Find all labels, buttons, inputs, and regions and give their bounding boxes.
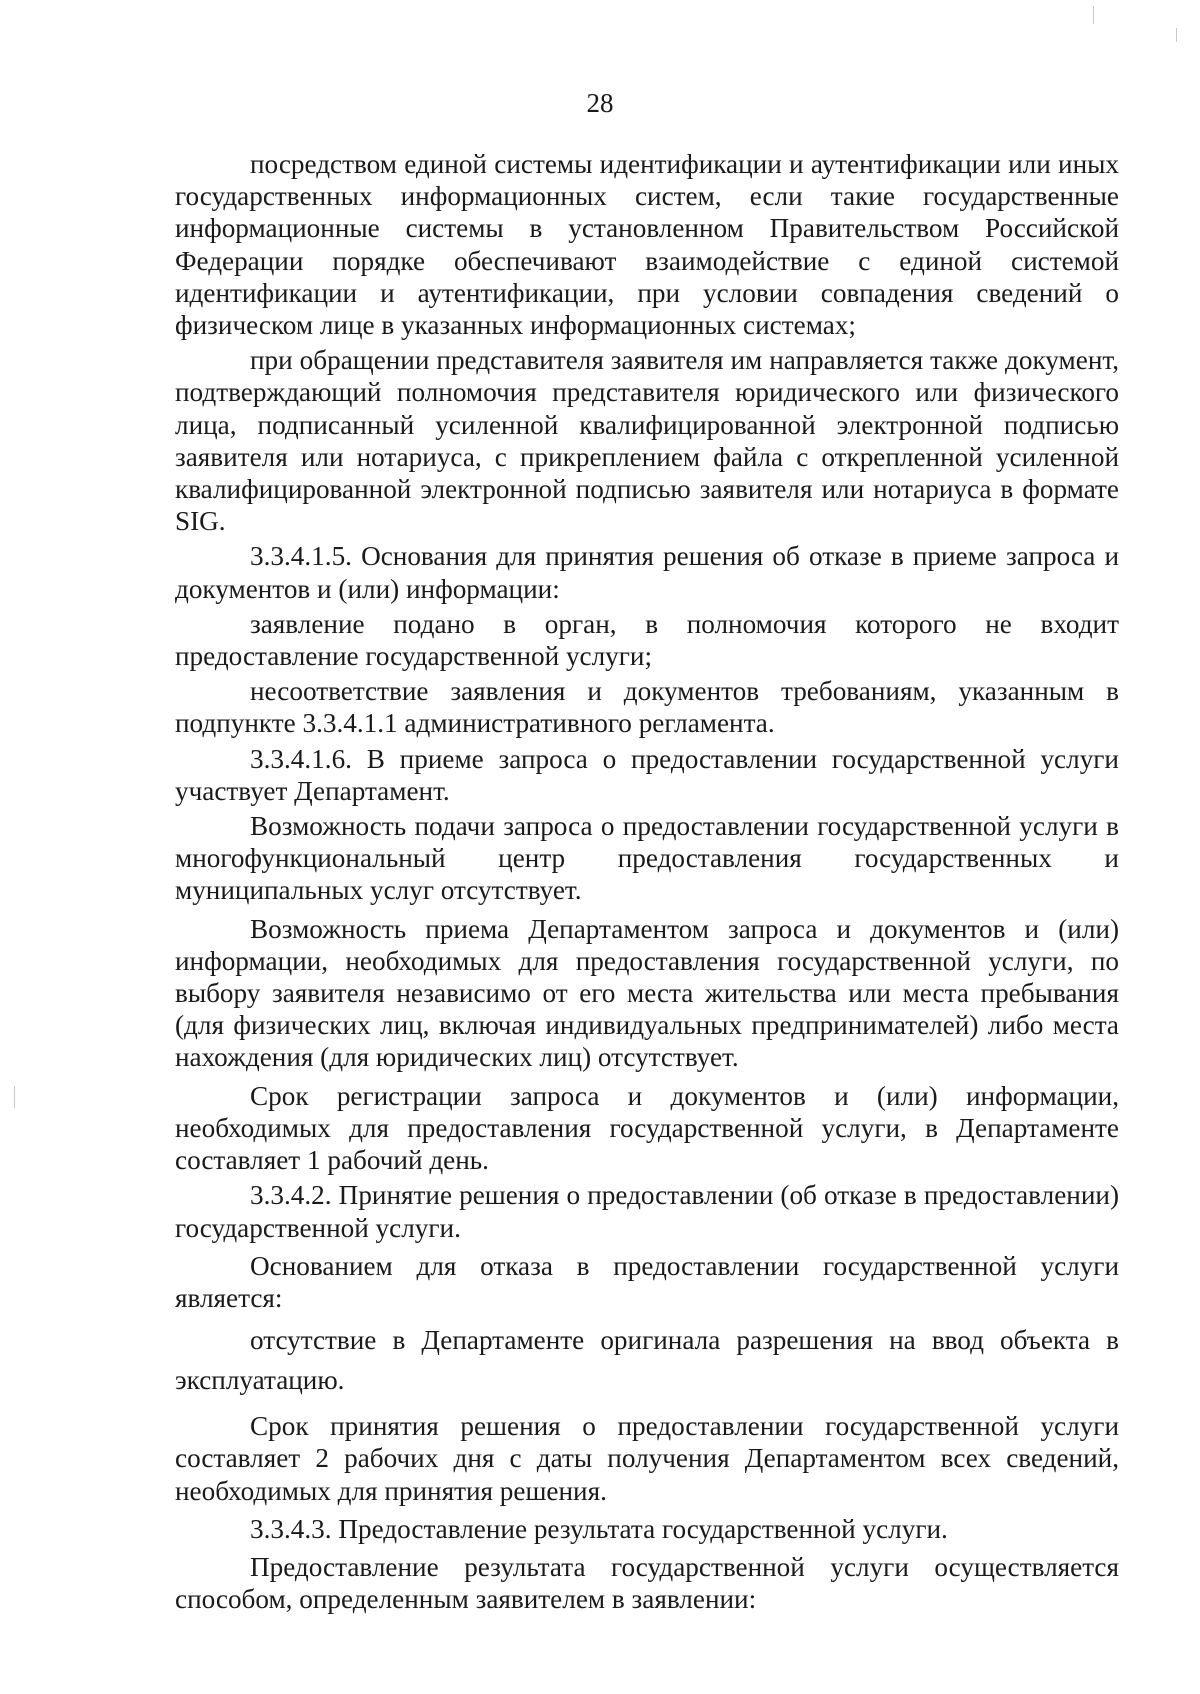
page-number: 28 [586, 88, 614, 118]
paragraph: отсутствие в Департаменте оригинала разрешения на ввод объекта в эксплуатацию. [175, 1325, 1119, 1396]
paragraph: Предоставление результата государственной услуги осуществляется способом, определенным заявителем в заявлении: [175, 1551, 1119, 1615]
paragraph: заявление подано в орган, в полномочия которого не входит предоставление государственной услуги; [175, 608, 1119, 672]
paragraph: 3.3.4.2. Принятие решения о предоставлении (об отказе в предоставлении) государственной услуги. [175, 1180, 1119, 1243]
paragraph: 3.3.4.1.5. Основания для принятия решения об отказе в приеме запроса и документов и (или) информации: [175, 541, 1119, 604]
paragraph: Возможность подачи запроса о предоставлении государственной услуги в многофункциональный центр предоставления государственных и муниципальных услуг отсутствует. [175, 811, 1119, 906]
paragraph: Срок принятия решения о предоставлении государственной услуги составляет 2 рабочих дня с даты получения Департаментом всех сведений, необходимых для принятия решения. [175, 1411, 1119, 1506]
paragraph: 3.3.4.1.6. В приеме запроса о предоставлении государственной услуги участвует Департамент. [175, 743, 1119, 806]
paragraph: 3.3.4.3. Предоставление результата государственной услуги. [250, 1513, 948, 1544]
paragraph: посредством единой системы идентификации и аутентификации или иных государственных информационных систем, если такие государственные информационные системы в установленном Правительством Российской Федерации порядке обеспечивают взаимодействие с единой системой идентификации и аутентификации, при условии совпадения сведений о физическом лице в указанных информационных системах; [175, 149, 1119, 341]
document-body [175, 148, 1119, 1615]
paragraph: при обращении представителя заявителя им направляется также документ, подтверждающий полномочия представителя юридического или физического лица, подписанный усиленной квалифицированной электронной подписью заявителя или нотариуса, с прикреплением файла с открепленной усиленной квалифицированной электронной подписью заявителя или нотариуса в формате SIG. [175, 345, 1119, 537]
paragraph: Возможность приема Департаментом запроса и документов и (или) информации, необходимых для предоставления государственной услуги, по выбору заявителя независимо от его места жительства или места пребывания (для физических лиц, включая индивидуальных предпринимателей) либо места нахождения (для юридических лиц) отсутствует. [175, 913, 1119, 1073]
scan-edge-mark [1176, 28, 1177, 42]
scan-edge-mark [14, 1086, 15, 1108]
paragraph: Срок регистрации запроса и документов и (или) информации, необходимых для предоставления государственной услуги, в Департаменте составляет 1 рабочий день. [175, 1080, 1119, 1176]
paragraph: несоответствие заявления и документов требованиям, указанным в подпункте 3.3.4.1.1 административного регламента. [175, 676, 1119, 739]
paragraph: Основанием для отказа в предоставлении государственной услуги является: [175, 1250, 1119, 1313]
scan-edge-mark [1093, 6, 1094, 24]
